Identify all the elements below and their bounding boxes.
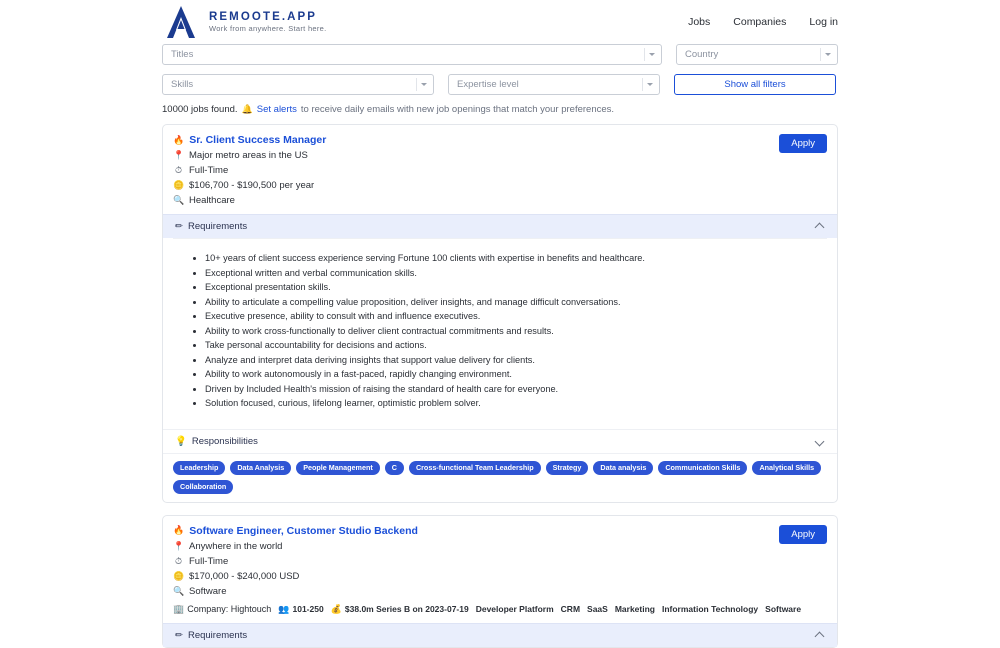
job-type — [173, 165, 827, 176]
bell-icon: 🔔 — [241, 104, 253, 114]
apply-button[interactable]: Apply — [779, 134, 827, 153]
job-tag[interactable]: Communication Skills — [658, 461, 747, 475]
select-divider — [642, 78, 643, 91]
people-icon: 👥 — [278, 603, 290, 614]
requirement-item: • Exceptional presentation skills. — [205, 280, 827, 295]
job-title[interactable] — [173, 525, 827, 537]
job-card — [162, 515, 838, 648]
job-title-text: Sr. Client Success Manager — [189, 134, 327, 146]
company-tag[interactable]: Software — [765, 604, 802, 615]
pencil-icon: ✏ — [175, 221, 183, 232]
job-title[interactable] — [173, 134, 827, 146]
job-salary-text: $106,700 - $190,500 per year — [189, 180, 315, 191]
job-tag[interactable]: Strategy — [546, 461, 589, 475]
skills-select[interactable] — [162, 74, 434, 95]
chevron-up-icon — [816, 222, 825, 231]
responsibilities-label: Responsibilities — [191, 435, 258, 447]
job-card — [162, 124, 838, 503]
company-info — [173, 604, 827, 615]
chevron-down-icon — [825, 53, 831, 56]
site-header — [0, 0, 1000, 44]
job-type-text: Full-Time — [189, 555, 229, 567]
expertise-level-select[interactable] — [448, 74, 660, 95]
job-type-text: Full-Time — [189, 165, 229, 176]
requirement-item: • 10+ years of client success experience serving Fortune 100 clients with expertise in benefits and healthcare. — [205, 251, 827, 266]
requirements-label: Requirements — [187, 629, 248, 641]
pencil-icon: ✏ — [175, 629, 183, 641]
fire-icon: 🔥 — [173, 525, 185, 536]
job-title-text: Software Engineer, Customer Studio Backend — [189, 524, 418, 537]
chevron-down-icon — [649, 53, 655, 56]
company-tag[interactable]: Marketing — [614, 604, 655, 615]
job-type — [173, 556, 827, 567]
chevron-down-icon — [816, 437, 825, 446]
headcount-chip — [278, 604, 323, 615]
requirement-item: • Ability to work cross-functionally to deliver client contractual commitments and results. — [205, 324, 827, 339]
requirements-section-header[interactable] — [163, 214, 837, 238]
nav-item-login[interactable]: Log in — [809, 16, 838, 28]
funding-text: $38.0m Series B on 2023-07-19 — [344, 604, 469, 615]
requirement-item: • Solution focused, curious, lifelong learner, optimistic problem solver. — [205, 396, 827, 411]
country-select[interactable] — [676, 44, 838, 65]
company-tag[interactable]: CRM — [560, 604, 581, 615]
brand-name: REMOOTE.APP — [209, 10, 318, 23]
company-label: Company: Hightouch — [187, 604, 272, 615]
money-icon: 💰 — [330, 603, 342, 614]
job-location — [173, 541, 827, 552]
requirement-item: • Analyze and interpret data deriving insights that support value delivery for clients. — [205, 353, 827, 368]
chevron-down-icon — [421, 83, 427, 86]
job-category — [173, 195, 827, 206]
apply-button[interactable]: Apply — [779, 525, 827, 544]
clock-icon: ⏱ — [174, 165, 183, 175]
magnifier-icon: 🔍 — [173, 195, 185, 205]
requirement-item: • Ability to work autonomously in a fast-paced, rapidly changing environment. — [205, 367, 827, 382]
show-all-filters-label: Show all filters — [724, 79, 786, 90]
job-salary — [173, 571, 827, 582]
country-select-value: Country — [685, 49, 719, 60]
chevron-down-icon — [647, 83, 653, 86]
coin-icon: 🪙 — [173, 570, 185, 581]
select-divider — [820, 48, 821, 61]
job-tag[interactable]: Collaboration — [173, 480, 233, 494]
expertise-select-value: Expertise level — [457, 79, 519, 90]
building-icon: 🏢 — [173, 603, 185, 614]
job-list — [0, 124, 1000, 648]
job-tag[interactable]: Data Analysis — [230, 461, 291, 475]
job-tags — [163, 453, 837, 502]
titles-select[interactable] — [162, 44, 662, 65]
set-alerts-link[interactable]: Set alerts — [256, 104, 297, 115]
nav-item-jobs[interactable]: Jobs — [688, 16, 711, 28]
job-location-text: Anywhere in the world — [189, 540, 283, 552]
fire-icon: 🔥 — [173, 134, 185, 145]
requirements-list — [173, 238, 827, 421]
jobs-found-count: 10000 jobs found. — [162, 104, 238, 115]
pin-icon: 📍 — [173, 150, 185, 160]
requirements-label: Requirements — [187, 221, 248, 232]
responsibilities-section-header[interactable] — [163, 429, 837, 453]
magnifier-icon: 🔍 — [173, 585, 185, 596]
requirement-item: • Take personal accountability for decisions and actions. — [205, 338, 827, 353]
job-category-text: Healthcare — [189, 195, 235, 206]
job-category-text: Software — [189, 585, 227, 597]
skills-select-value: Skills — [171, 79, 194, 90]
results-summary — [162, 104, 838, 115]
select-divider — [416, 78, 417, 91]
nav-item-companies[interactable]: Companies — [733, 16, 787, 28]
show-all-filters-button[interactable] — [674, 74, 836, 95]
job-tag[interactable]: Data analysis — [593, 461, 653, 475]
logo-a-mark — [162, 3, 200, 41]
job-location-text: Major metro areas in the US — [189, 150, 308, 161]
requirement-item: • Ability to articulate a compelling value proposition, deliver insights, and manage difficult conversations. — [205, 295, 827, 310]
requirement-item: • Exceptional written and verbal communication skills. — [205, 266, 827, 281]
brand[interactable] — [162, 3, 327, 41]
select-divider — [644, 48, 645, 61]
job-salary-text: $170,000 - $240,000 USD — [189, 570, 300, 582]
brand-tagline: Work from anywhere. Start here. — [209, 24, 327, 34]
chevron-up-icon — [816, 631, 825, 640]
job-tag[interactable]: Analytical Skills — [752, 461, 821, 475]
headcount-text: 101-250 — [292, 604, 324, 615]
company-tag[interactable]: SaaS — [587, 604, 608, 615]
job-salary — [173, 180, 827, 191]
requirements-section-header[interactable] — [163, 623, 837, 647]
company-name-chip[interactable] — [173, 604, 271, 615]
coin-icon: 🪙 — [173, 180, 185, 190]
funding-chip — [331, 604, 469, 615]
job-category — [173, 586, 827, 597]
job-tag[interactable]: C — [385, 461, 404, 475]
requirement-item: • Executive presence, ability to consult with and influence executives. — [205, 309, 827, 324]
titles-select-value: Titles — [171, 49, 194, 60]
job-tag[interactable]: People Management — [296, 461, 380, 475]
filter-bar — [0, 44, 1000, 115]
requirement-item: • Driven by Included Health's mission of raising the standard of health care for everyone. — [205, 382, 827, 397]
company-tag[interactable]: Developer Platform — [475, 604, 554, 615]
job-location — [173, 150, 827, 161]
bulb-icon: 💡 — [175, 435, 187, 447]
job-tag[interactable]: Cross-functional Team Leadership — [409, 461, 541, 475]
company-tag[interactable]: Information Technology — [661, 604, 759, 615]
main-nav — [688, 16, 838, 28]
pin-icon: 📍 — [173, 540, 185, 551]
alerts-suffix: to receive daily emails with new job openings that match your preferences. — [300, 104, 615, 115]
job-tag[interactable]: Leadership — [173, 461, 225, 475]
clock-icon: ⏱ — [174, 555, 183, 566]
